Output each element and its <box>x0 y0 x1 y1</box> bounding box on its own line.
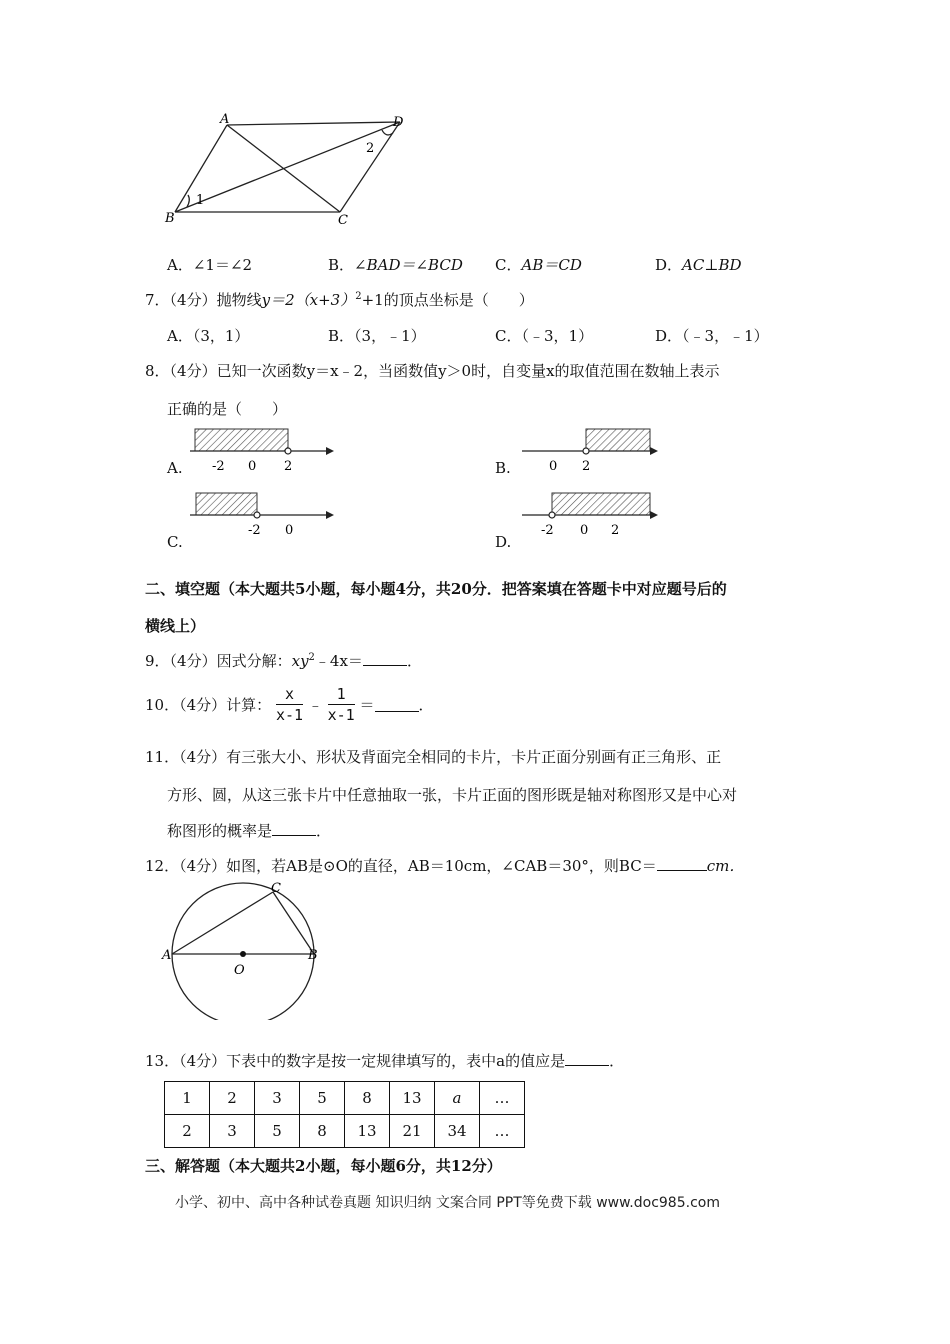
q8-option-b-numberline <box>522 424 667 476</box>
svg-text:2: 2 <box>582 459 591 474</box>
table-cell: 5 <box>300 1082 345 1115</box>
svg-text:B: B <box>308 948 318 963</box>
table-cell: a <box>435 1082 480 1115</box>
q11-line2: 方形、圆，从这三张卡片中任意抽取一张，卡片正面的图形既是轴对称图形又是中心对 <box>167 786 738 804</box>
table-cell: 8 <box>300 1115 345 1148</box>
q12-stem: 12．（4分）如图，若AB是⊙O的直径，AB＝10cm，∠CAB＝30°，则BC＝ cm． <box>145 857 745 875</box>
q8-stem-line1: 8．（4分）已知一次函数y＝x﹣2，当函数值y＞0时，自变量x的取值范围在数轴上表示 <box>145 362 720 380</box>
q11-line1: 11．（4分）有三张大小、形状及背面完全相同的卡片，卡片正面分别画有正三角形、正 <box>145 748 722 766</box>
table-cell: 13 <box>390 1082 435 1115</box>
section3-title: 三、解答题（本大题共2小题，每小题6分，共12分） <box>145 1157 502 1175</box>
label-D: D <box>393 115 404 130</box>
circle-figure <box>160 880 330 1020</box>
table-cell: 34 <box>435 1115 480 1148</box>
q10: 10．（4分）计算： $\frac{x}{x-1}$ ﹣ $\frac{1}{x-1}$ ＝ ． <box>145 685 434 724</box>
footer-text: 小学、初中、高中各种试卷真题 知识归纳 文案合同 PPT等免费下载 www.doc985.com <box>175 1195 720 1211</box>
svg-text:2: 2 <box>611 523 620 538</box>
svg-text:O: O <box>234 963 245 978</box>
table-row <box>165 1082 525 1115</box>
section2-title-line1: 二、填空题（本大题共5小题，每小题4分，共20分．把答案填在答题卡中对应题号后的 <box>145 580 727 598</box>
q9: 9．（4分）因式分解：$xy^2﹣4x=$ ． <box>145 652 422 670</box>
q10-fraction-2: $\frac{1}{x-1}$ <box>327 685 355 724</box>
svg-text:0: 0 <box>549 459 558 474</box>
angle-label-2: 2 <box>366 141 375 156</box>
q6-option-c: C．AB＝CD <box>495 256 582 274</box>
q8-option-d-label: D. <box>495 533 512 551</box>
svg-text:-2: -2 <box>212 459 225 474</box>
q10-answer-blank <box>375 697 419 712</box>
table-cell: 2 <box>165 1115 210 1148</box>
q6-option-b: B．∠BAD＝∠BCD <box>328 256 463 274</box>
table-cell: 3 <box>210 1115 255 1148</box>
table-cell: 21 <box>390 1115 435 1148</box>
table-cell: … <box>480 1082 525 1115</box>
table-cell: 1 <box>165 1082 210 1115</box>
q8-option-c-label: C. <box>167 533 183 551</box>
svg-text:0: 0 <box>580 523 589 538</box>
q7-option-c: C．（﹣3，1） <box>495 327 594 345</box>
svg-text:0: 0 <box>285 523 294 538</box>
parallelogram-figure <box>160 108 420 233</box>
q7-stem: 7．（4分）抛物线$y=2(x+3)^2+1$的顶点坐标是（ ） <box>145 291 534 309</box>
q13-answer-blank <box>565 1051 609 1066</box>
sequence-table <box>164 1081 525 1148</box>
label-C: C <box>338 213 348 228</box>
q7-option-a: A．（3，1） <box>167 327 250 345</box>
q7-option-d: D．（﹣3，﹣1） <box>655 327 769 345</box>
q9-answer-blank <box>363 651 407 666</box>
table-cell: 5 <box>255 1115 300 1148</box>
q11-answer-blank <box>272 821 316 836</box>
table-cell: … <box>480 1115 525 1148</box>
q10-fraction-1: $\frac{x}{x-1}$ <box>275 685 304 724</box>
svg-text:A: A <box>162 948 172 963</box>
section2-title-line2: 横线上） <box>145 617 206 635</box>
q6-option-a: A．∠1＝∠2 <box>167 256 253 274</box>
q8-option-a-numberline <box>190 424 335 476</box>
q11-line3: 称图形的概率是 ． <box>167 822 332 840</box>
svg-text:2: 2 <box>284 459 293 474</box>
svg-text:C: C <box>271 881 281 896</box>
svg-text:-2: -2 <box>541 523 554 538</box>
q8-option-a-label: A. <box>167 459 183 477</box>
q8-option-b-label: B. <box>495 459 511 477</box>
table-cell: 8 <box>345 1082 390 1115</box>
q13-stem: 13．（4分）下表中的数字是按一定规律填写的，表中a的值应是 ． <box>145 1052 625 1070</box>
q7-option-b: B．（3，﹣1） <box>328 327 426 345</box>
table-cell: 13 <box>345 1115 390 1148</box>
label-B: B <box>165 211 175 226</box>
table-cell: 2 <box>210 1082 255 1115</box>
table-row <box>165 1115 525 1148</box>
q8-option-c-numberline <box>190 490 335 542</box>
angle-label-1: 1 <box>196 193 205 208</box>
q6-option-d: D．AC⊥BD <box>655 256 742 274</box>
label-A: A <box>220 112 230 127</box>
svg-text:0: 0 <box>248 459 257 474</box>
table-cell: 3 <box>255 1082 300 1115</box>
q8-option-d-numberline <box>522 490 667 542</box>
svg-text:-2: -2 <box>248 523 261 538</box>
q12-answer-blank <box>657 856 707 871</box>
q8-stem-line2: 正确的是（ ） <box>167 400 288 418</box>
